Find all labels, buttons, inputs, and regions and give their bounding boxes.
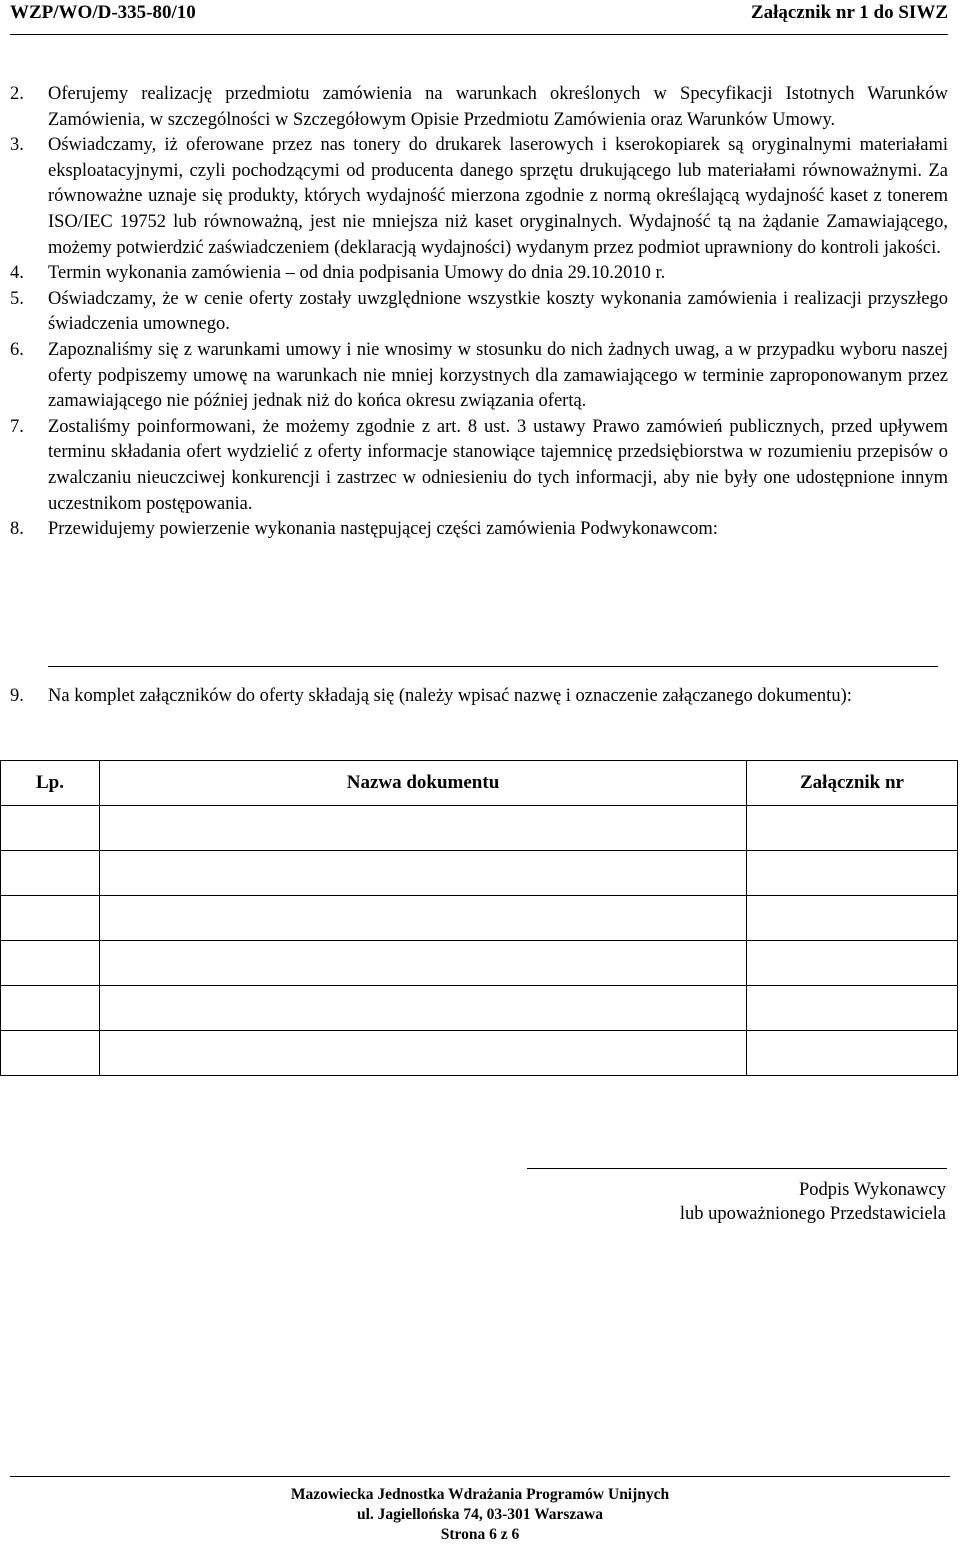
signature-block [680,1178,946,1226]
column-header-attachment-no: Załącznik nr [747,761,958,806]
item-text: Na komplet załączników do oferty składają się (należy wpisać nazwę i oznaczenie załączanego dokumentu): [48,686,852,706]
table-header-row [1,761,958,806]
table-cell[interactable] [100,941,747,986]
list-item [10,338,948,415]
footer-organization: Mazowiecka Jednostka Wdrażania Programów Unijnych [290,1486,670,1503]
item-text: Zostaliśmy poinformowani, że możemy zgodnie z art. 8 ust. 3 ustawy Prawo zamówień publicznych, przed upływem terminu składania ofert wydzielić z oferty informacje stanowiące tajemnicę przedsiębiorstwa w rozumieniu przepisów o zwalczaniu nieuczciwej konkurencji i zastrzec w odniesieniu do tych informacji, aby nie były one udostępnione innym uczestnikom postępowania. [48,416,948,514]
table-row [1,1031,958,1076]
attachments-table [0,760,958,1076]
list-item [10,133,948,261]
table-cell[interactable] [1,986,100,1031]
list-item [10,261,948,287]
table-cell[interactable] [747,806,958,851]
table-cell[interactable] [1,1031,100,1076]
item-number: 3. [10,135,24,156]
list-item [10,415,948,517]
table-cell[interactable] [747,896,958,941]
subcontractor-fill-line[interactable] [48,666,938,667]
item-text: Oświadczamy, iż oferowane przez nas tonery do drukarek laserowych i kserokopiarek są oryginalnymi materiałami eksploatacyjnymi, czyli pochodzącymi od producenta danego sprzętu drukującego lub materiałami równoważnymi. Za równoważne uznaje się produkty, których wydajność mierzona zgodnie z normą określającą wydajność kaset z tonerem ISO/IEC 19752 lub równoważną, jest nie mniejsza niż kaset oryginalnych. Wydajność tą na żądanie Zamawiającego, możemy potwierdzić zaświadczeniem (deklaracją wydajności) wydanym przez podmiot uprawniony do kontroli jakości. [48,135,948,258]
item-number: 4. [10,263,24,284]
table-cell[interactable] [747,851,958,896]
page-header [10,0,948,35]
table-row [1,986,958,1031]
table-cell[interactable] [1,851,100,896]
item-text: Zapoznaliśmy się z warunkami umowy i nie wnosimy w stosunku do nich żadnych uwag, a w przypadku wyboru naszej oferty podpiszemy umowę na warunkach nie mniej korzystnych dla zamawiającego w terminie zaproponowanym przez zamawiającego nie później jednak niż do końca okresu związania ofertą. [48,339,948,412]
table-row [1,851,958,896]
list-item [10,82,948,133]
item-number: 2. [10,84,24,104]
column-header-lp: Lp. [1,761,100,806]
table-cell[interactable] [100,851,747,896]
table-row [1,896,958,941]
signature-line[interactable] [527,1168,947,1169]
column-header-document-name: Nazwa dokumentu [100,761,747,806]
table-row [1,806,958,851]
item-text: Termin wykonania zamówienia – od dnia podpisania Umowy do dnia 29.10.2010 r. [48,263,666,284]
item-number: 9. [10,686,24,706]
table-cell[interactable] [100,1031,747,1076]
item-text: Oferujemy realizację przedmiotu zamówienia na warunkach określonych w Specyfikacji Istotnych Warunków Zamówienia, w szczególności w Szczegółowym Opisie Przedmiotu Zamówienia oraz Warunków Umowy. [48,84,948,130]
table-cell[interactable] [747,986,958,1031]
footer-address: ul. Jagiellońska 74, 03-301 Warszawa [356,1506,603,1523]
item-number: 6. [10,339,24,360]
item-number: 5. [10,288,24,309]
table-cell[interactable] [747,1031,958,1076]
document-id: WZP/WO/D-335-80/10 [10,2,196,23]
list-item [10,287,948,338]
signature-caption: Podpis Wykonawcy [798,1180,946,1200]
table-cell[interactable] [100,896,747,941]
attachment-label: Załącznik nr 1 do SIWZ [750,2,948,23]
table-cell[interactable] [100,806,747,851]
item-text: Przewidujemy powierzenie wykonania następującej części zamówienia Podwykonawcom: [48,519,718,540]
item-text: Oświadczamy, że w cenie oferty zostały uwzględnione wszystkie koszty wykonania zamówienia i realizacji przyszłego świadczenia umownego. [48,288,948,335]
table-cell[interactable] [100,986,747,1031]
list-item [10,517,948,543]
table-cell[interactable] [1,896,100,941]
table-row [1,941,958,986]
table-cell[interactable] [1,806,100,851]
page-footer [10,1476,950,1545]
list-item [10,684,948,710]
attachments-intro [10,684,948,710]
page-number: Strona 6 z 6 [440,1526,520,1543]
signature-caption-sub: lub upoważnionego Przedstawiciela [679,1204,946,1224]
table-cell[interactable] [747,941,958,986]
item-number: 7. [10,416,24,437]
table-cell[interactable] [1,941,100,986]
declarations-list [10,82,948,543]
item-number: 8. [10,519,24,540]
